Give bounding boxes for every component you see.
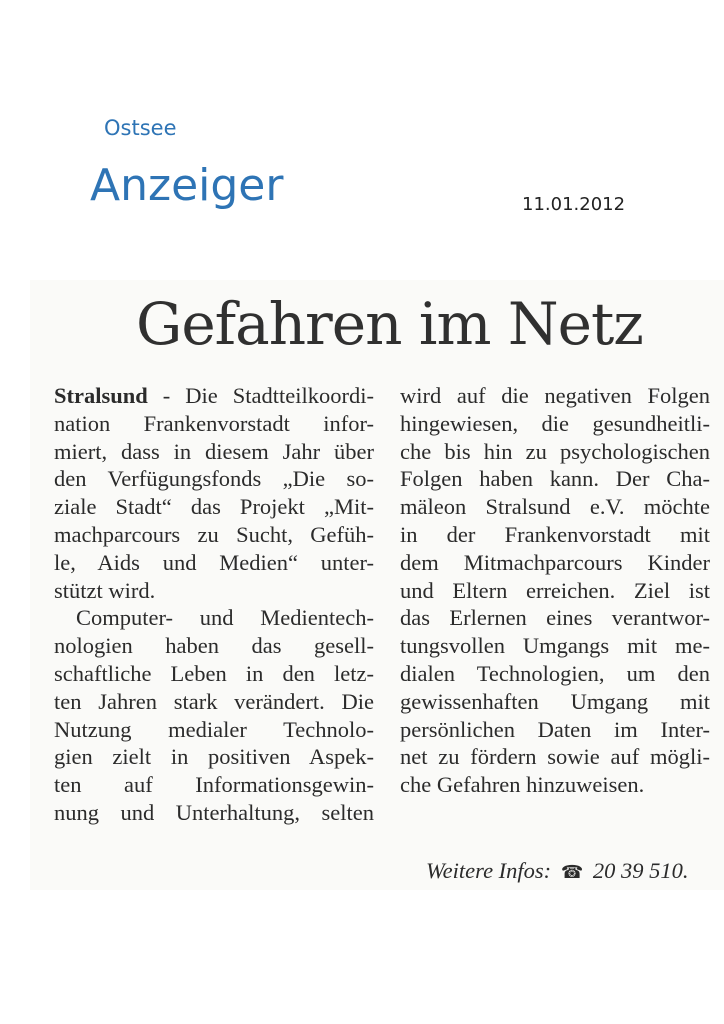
text-line: nologien haben das gesell- — [54, 633, 374, 659]
article-dateline: Stralsund — [54, 383, 148, 408]
text-line: che bis hin zu psychologischen — [400, 438, 710, 464]
text-line: tungsvollen Umgangs mit me- — [400, 633, 710, 659]
text-line: Folgen haben kann. Der Cha- — [400, 466, 710, 492]
text-line: le, Aids und Medien“ unter- — [54, 549, 374, 575]
publication-name-line1: Ostsee — [104, 116, 177, 140]
text-line: net zu fördern sowie auf mögli- — [400, 744, 710, 770]
text-line: miert, dass in diesem Jahr über — [54, 438, 374, 464]
text-line: Computer- und Medientech- — [76, 605, 374, 631]
text-line: den Verfügungsfonds „Die so- — [54, 466, 374, 492]
article-column-2 — [400, 382, 710, 799]
text-line: schaftliche Leben in den letz- — [54, 660, 374, 686]
text-line: Stralsund - Die Stadtteilkoordi- — [54, 383, 374, 408]
publication-name-line2: Anzeiger — [90, 160, 284, 211]
publication-date: 11.01.2012 — [522, 194, 626, 215]
text-line: gien zielt in positiven Aspek- — [54, 744, 374, 770]
phone-number: 20 39 510. — [592, 858, 689, 883]
text-line: in der Frankenvorstadt mit — [400, 521, 710, 547]
text-line: nation Frankenvorstadt infor- — [54, 410, 374, 436]
text-line: dialen Technologien, um den — [400, 660, 710, 686]
text-line: gewissenhaften Umgang mit — [400, 688, 710, 714]
info-label: Weitere Infos: — [426, 858, 552, 883]
text-line: ziale Stadt“ das Projekt „Mit- — [54, 494, 374, 520]
text-line: und Eltern erreichen. Ziel ist — [400, 577, 710, 603]
text-line: mäleon Stralsund e.V. möchte — [400, 494, 710, 520]
text-line: nung und Unterhaltung, selten — [54, 799, 374, 825]
text-line: hingewiesen, die gesundheitli- — [400, 410, 710, 436]
text-line: stützt wird. — [54, 577, 156, 603]
article-column-1 — [54, 382, 374, 827]
text-line: machparcours zu Sucht, Gefüh- — [54, 521, 374, 547]
article-headline: Gefahren im Netz — [136, 290, 643, 358]
text-line: ten auf Informationsgewin- — [54, 772, 374, 798]
text-line: wird auf die negativen Folgen — [400, 383, 710, 408]
telephone-icon: ☎ — [560, 862, 584, 882]
text-line: ten Jahren stark verändert. Die — [54, 688, 374, 714]
text-line: persönlichen Daten im Inter- — [400, 716, 710, 742]
text-line: das Erlernen eines verantwor- — [400, 605, 710, 631]
text-line: dem Mitmachparcours Kinder — [400, 549, 710, 575]
text-line: Nutzung medialer Technolo- — [54, 716, 374, 742]
text-line: che Gefahren hinzuweisen. — [400, 772, 645, 798]
contact-info — [426, 858, 688, 884]
